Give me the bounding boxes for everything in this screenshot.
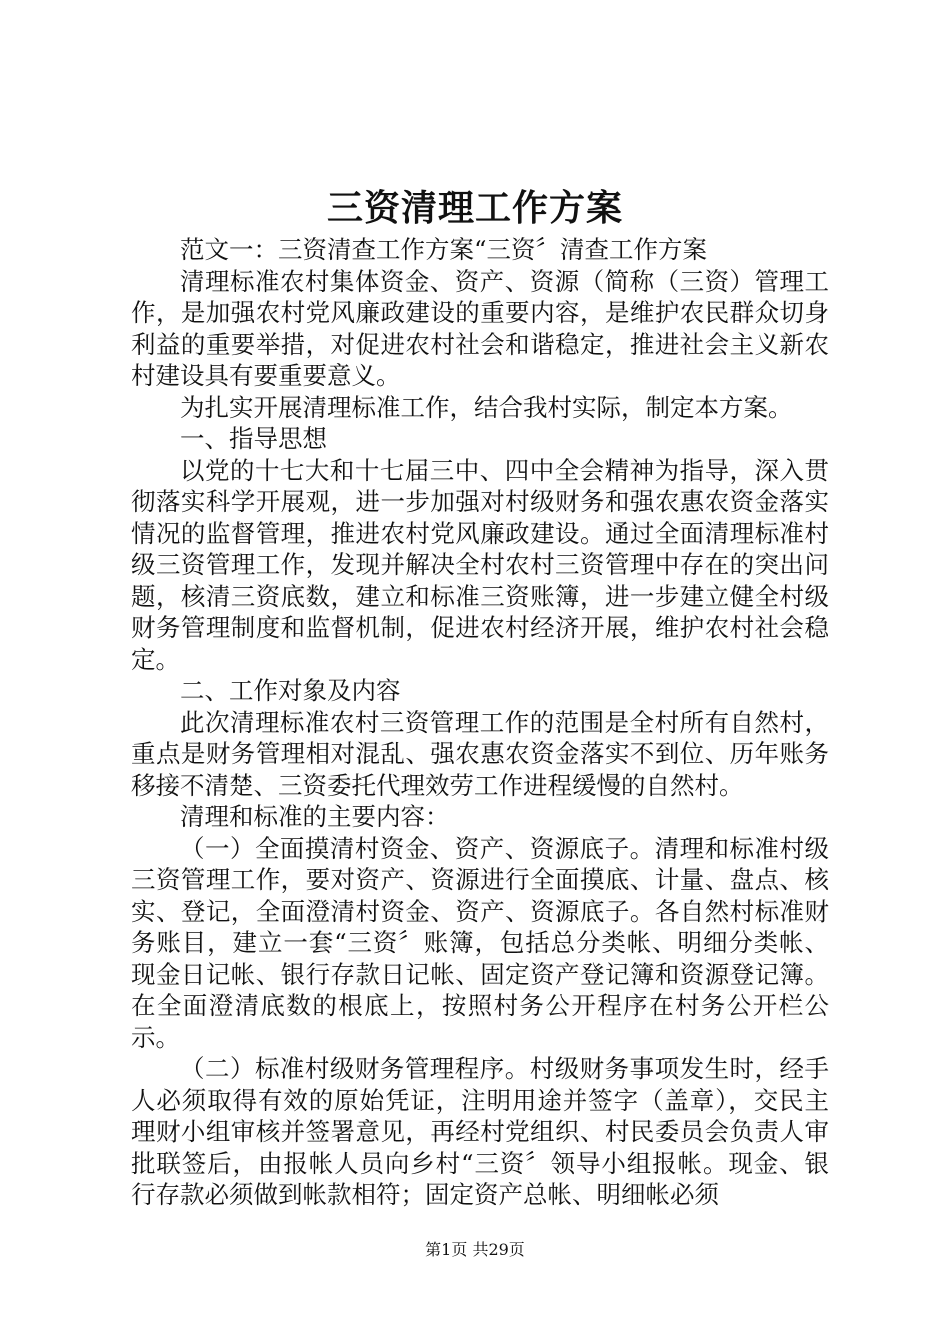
paragraph-purpose: 清理标准农村集体资金、资产、资源（简称（三资）管理工作，是加强农村党风廉政建设的重要内容，是维护农民群众切身利益的重要举措，对促进农村社会和谐稳定，推进社会主义新农村建设具有要重要意义。 <box>131 266 829 390</box>
paragraph-item-1: （一）全面摸清村资金、资产、资源底子。清理和标准村级三资管理工作，要对资产、资源进行全面摸底、计量、盘点、核实、登记，全面澄清村资金、资产、资源底子。各自然村标准财务账目，建立一套“三资〞账簿，包括总分类帐、明细分类帐、现金日记帐、银行存款日记帐、固定资产登记簿和资源登记簿。在全面澄清底数的根底上，按照村务公开程序在村务公开栏公示。 <box>131 833 829 1052</box>
paragraph-work-scope: 此次清理标准农村三资管理工作的范围是全村所有自然村，重点是财务管理相对混乱、强农惠农资金落实不到位、历年账务移接不清楚、三资委托代理效劳工作进程缓慢的自然村。 <box>131 707 829 800</box>
document-body <box>131 234 829 1211</box>
paragraph-intro-heading: 范文一：三资清查工作方案“三资〞清查工作方案 <box>180 235 708 264</box>
paragraph-guiding-ideology: 以党的十七大和十七届三中、四中全会精神为指导，深入贯彻落实科学开展观，进一步加强对村级财务和强农惠农资金落实情况的监督管理，推进农村党风廉政建设。通过全面清理标准村级三资管理工作，发现并解决全村农村三资管理中存在的突出问题，核清三资底数，建立和标准三资账簿，进一步建立健全村级财务管理制度和监督机制，促进农村经济开展，维护农村社会稳定。 <box>131 455 829 674</box>
document-title: 三资清理工作方案 <box>326 187 623 229</box>
section-heading-guiding-ideology: 一、指导思想 <box>180 424 327 453</box>
section-heading-work-scope: 二、工作对象及内容 <box>180 676 401 705</box>
paragraph-plan-statement: 为扎实开展清理标准工作，结合我村实际，制定本方案。 <box>180 392 793 422</box>
paragraph-main-content-label: 清理和标准的主要内容： <box>180 802 450 831</box>
page-footer: 第1页 共29页 <box>425 1240 525 1259</box>
paragraph-item-2: （二）标准村级财务管理程序。村级财务事项发生时，经手人必须取得有效的原始凭证，注明用途并签字（盖章），交民主理财小组审核并签署意见，再经村党组织、村民委员会负责人审批联签后，由报帐人员向乡村“三资〞领导小组报帐。现金、银行存款必须做到帐款相符；固定资产总帐、明细帐必须 <box>131 1054 829 1209</box>
